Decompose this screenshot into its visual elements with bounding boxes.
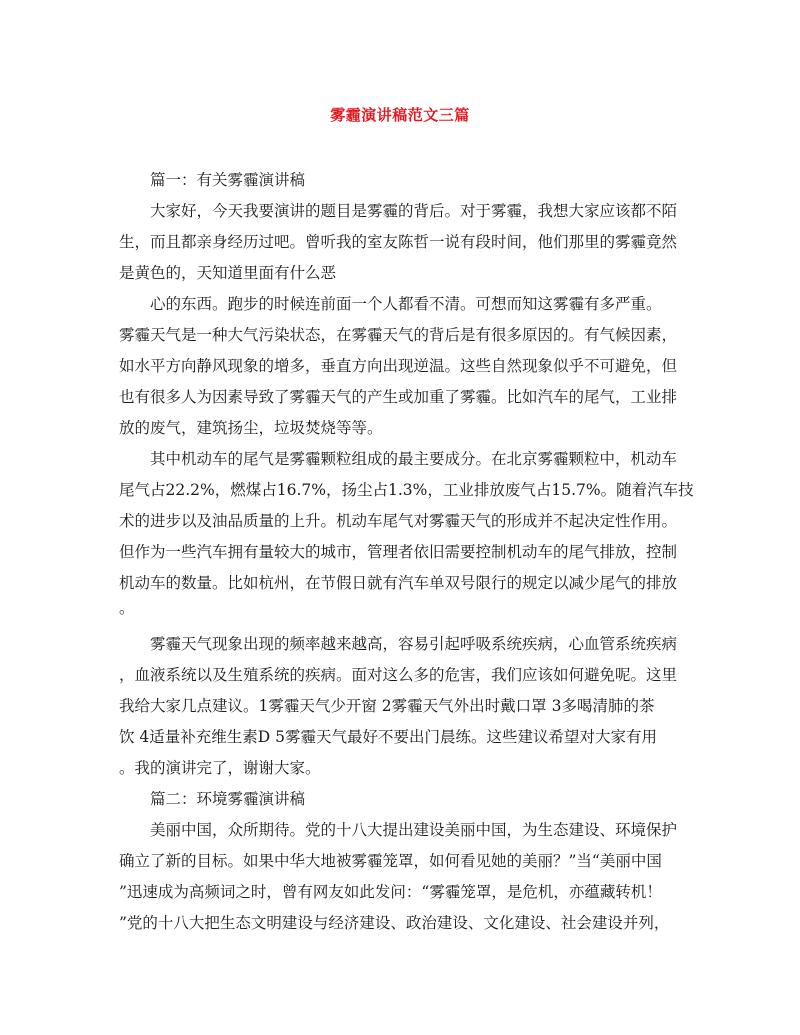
paragraph-line: 。	[119, 599, 135, 617]
paragraph-line: 我给大家几点建议。1雾霾天气少开窗 2雾霾天气外出时戴口罩 3多喝清肺的茶	[119, 697, 655, 715]
paragraph-line: 美丽中国，众所期待。党的十八大提出建设美丽中国，为生态建设、环境保护	[150, 821, 678, 839]
paragraph-line: ”迅速成为高频词之时，曾有网友如此发问：“雾霾笼罩，是危机，亦蕴藏转机！	[119, 883, 662, 901]
paragraph-line: 雾霾天气现象出现的频率越来越高，容易引起呼吸系统疾病，心血管系统疾病	[150, 635, 678, 653]
paragraph-line: 。我的演讲完了，谢谢大家。	[119, 759, 321, 777]
paragraph-line: 雾霾天气是一种大气污染状态，在雾霾天气的背后是有很多原因的。有气候因素，	[119, 326, 678, 344]
paragraph-line: ”党的十八大把生态文明建设与经济建设、政治建设、文化建设、社会建设并列，	[119, 914, 670, 932]
paragraph-line: 如水平方向静风现象的增多，垂直方向出现逆温。这些自然现象似乎不可避免，但	[119, 357, 678, 375]
paragraph-line: 其中机动车的尾气是雾霾颗粒组成的最主要成分。在北京雾霾颗粒中，机动车	[150, 450, 678, 468]
paragraph-line: 心的东西。跑步的时候连前面一个人都看不清。可想而知这雾霾有多严重。	[150, 295, 662, 313]
document-title: 雾霾演讲稿范文三篇	[330, 106, 470, 124]
paragraph-line: 大家好，今天我要演讲的题目是雾霾的背后。对于雾霾，我想大家应该都不陌	[150, 202, 678, 220]
paragraph-line: 机动车的数量。比如杭州，在节假日就有汽车单双号限行的规定以减少尾气的排放	[119, 574, 678, 592]
paragraph-line: 术的进步以及油品质量的上升。机动车尾气对雾霾天气的形成并不起决定性作用。	[119, 512, 678, 530]
paragraph-line: 但作为一些汽车拥有量较大的城市，管理者依旧需要控制机动车的尾气排放，控制	[119, 543, 678, 561]
paragraph-line: 放的废气，建筑扬尘，垃圾焚烧等等。	[119, 419, 383, 437]
paragraph-line: 是黄色的，天知道里面有什么恶	[119, 264, 337, 282]
section-heading-2: 篇二：环境雾霾演讲稿	[150, 790, 306, 808]
paragraph-line: 饮 4适量补充维生素D 5雾霾天气最好不要出门晨练。这些建议希望对大家有用	[119, 728, 658, 746]
section-heading-1: 篇一：有关雾霾演讲稿	[150, 171, 306, 189]
paragraph-line: 尾气占22.2%，燃煤占16.7%，扬尘占1.3%，工业排放废气占15.7%。随着汽车技	[119, 481, 694, 499]
paragraph-line: 生，而且都亲身经历过吧。曾听我的室友陈哲一说有段时间，他们那里的雾霾竟然	[119, 233, 678, 251]
paragraph-line: 确立了新的目标。如果中华大地被雾霾笼罩，如何看见她的美丽？”当“美丽中国	[119, 852, 662, 870]
paragraph-line: ，血液系统以及生殖系统的疾病。面对这么多的危害，我们应该如何避免呢。这里	[119, 666, 678, 684]
paragraph-line: 也有很多人为因素导致了雾霾天气的产生或加重了雾霾。比如汽车的尾气，工业排	[119, 388, 678, 406]
